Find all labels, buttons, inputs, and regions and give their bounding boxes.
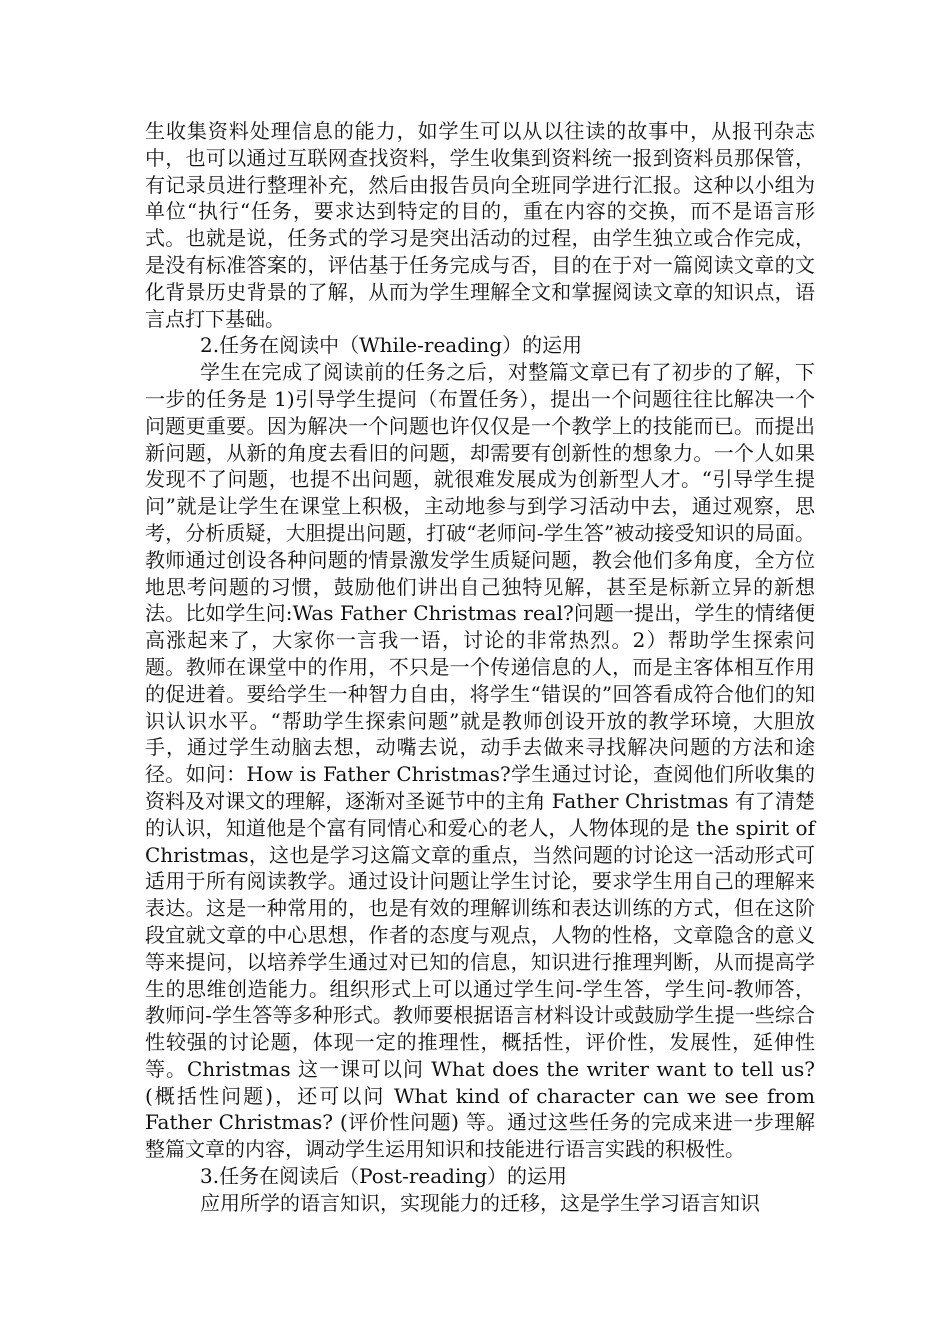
section-heading-post-reading: 3.任务在阅读后（Post-reading）的运用 (200, 1164, 568, 1189)
paragraph-while-reading: 学生在完成了阅读前的任务之后，对整篇文章已有了初步的了解，下一步的任务是 1)引导学生提问（布置任务），提出一个问题往往比解决一个问题更重要。因为解决一个问题也许仅仅是一个教学上的技能而已。而提出新问题，从新的角度去看旧的问题，却需要有创新性的想象力。一个人如果发现不了问题，也提不出问题，就很难发展成为创新型人才。“引导学生提问”就是让学生在课堂上积极，主动地参与到学习活动中去，通过观察，思考，分析质疑，大胆提出问题，打破“老师问-学生答”被动接受知识的局面。教师通过创设各种问题的情景激发学生质疑问题，教会他们多角度，全方位地思考问题的习惯，鼓励他们讲出自己独特见解，甚至是标新立异的新想法。比如学生问:Was Father Christmas real?问题一提出，学生的情绪便高涨起来了，大家你一言我一语，讨论的非常热烈。2）帮助学生探索问题。教师在课堂中的作用，不只是一个传递信息的人，而是主客体相互作用的促进着。要给学生一种智力自由，将学生“错误的”回答看成符合他们的知识认识水平。“帮助学生探索问题”就是教师创设开放的教学环境，大胆放手，通过学生动脑去想，动嘴去说，动手去做来寻找解决问题的方法和途径。如问：How is Father Christmas?学生通过讨论，查阅他们所收集的资料及对课文的理解，逐渐对圣诞节中的主角 Father Christmas 有了清楚的认识，知道他是个富有同情心和爱心的老人，人物体现的是 the spirit of Christmas，这也是学习这篇文章的重点，当然问题的讨论这一活动形式可适用于所有阅读教学。通过设计问题让学生讨论，要求学生用自己的理解来表达。这是一种常用的，也是有效的理解训练和表达训练的方式，但在这阶段宜就文章的中心思想，作者的态度与观点，人物的性格，文章隐含的意义等来提问，以培养学生通过对已知的信息，知识进行推理判断，从而提高学生的思维创造能力。组织形式上可以通过学生问-学生答，学生问-教师答，教师问-学生答等多种形式。教师要根据语言材料设计或鼓励学生提一些综合性较强的讨论题，体现一定的推理性，概括性，评价性，发展性，延伸性等。Christmas 这一课可以问 What does the writer want to tell us?(概括性问题)，还可以问 What kind of character can we see from Father Christmas? (评价性问题) 等。通过这些任务的完成来进一步理解整篇文章的内容，调动学生运用知识和技能进行语言实践的积极性。 (145, 360, 815, 1162)
paragraph-post-reading: 应用所学的语言知识，实现能力的迁移，这是学生学习语言知识 (200, 1190, 760, 1215)
paragraph-task-summary: 生收集资料处理信息的能力，如学生可以从以往读的故事中，从报刊杂志中，也可以通过互联网查找资料，学生收集到资料统一报到资料员那保管，有记录员进行整理补充，然后由报告员向全班同学进行汇报。这种以小组为单位“执行“任务，要求达到特定的目的，重在内容的交换，而不是语言形式。也就是说，任务式的学习是突出活动的过程，由学生独立或合作完成，是没有标准答案的，评估基于任务完成与否，目的在于对一篇阅读文章的文化背景历史背景的了解，从而为学生理解全文和掌握阅读文章的知识点，语言点打下基础。 (145, 119, 815, 331)
section-heading-while-reading: 2.任务在阅读中（While-reading）的运用 (200, 333, 583, 358)
document-body (145, 118, 815, 1217)
